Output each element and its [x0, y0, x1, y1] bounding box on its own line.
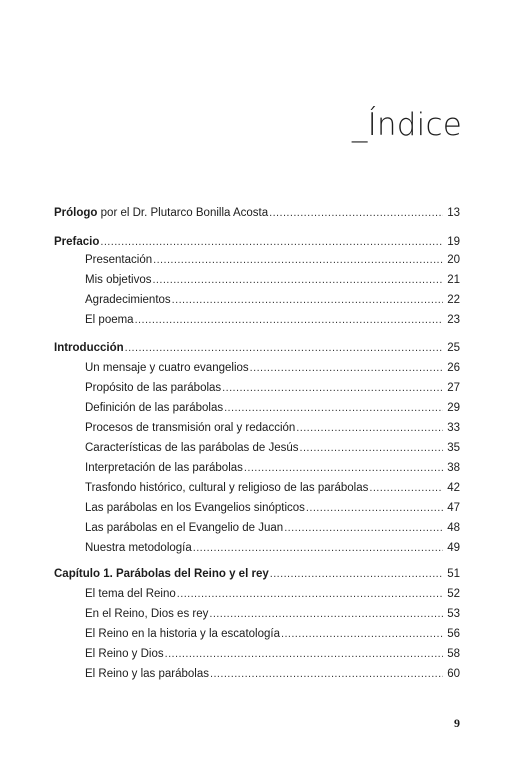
- dot-leader: [193, 541, 443, 555]
- toc-entry-text: Definición de las parábolas: [85, 402, 224, 414]
- toc-entry-label: [54, 567, 270, 581]
- toc-entry: [85, 481, 460, 495]
- toc-entry-label: [54, 341, 125, 355]
- toc-entry-text: Procesos de transmisión oral y redacción: [85, 422, 296, 434]
- toc-entry-bold-label: Prólogo: [54, 207, 98, 219]
- dot-leader: [125, 341, 443, 355]
- toc-entry: [85, 667, 460, 681]
- dot-leader: [222, 381, 443, 395]
- toc-entry-page: 19: [447, 236, 460, 248]
- toc-entry-page: 21: [447, 274, 460, 286]
- dot-leader: [165, 647, 443, 661]
- toc-entry: [54, 235, 460, 249]
- toc-entry-text: El poema: [85, 314, 134, 326]
- toc-entry-page: 35: [447, 442, 460, 454]
- dot-leader: [244, 461, 443, 475]
- toc-entry-text: Un mensaje y cuatro evangelios: [85, 362, 249, 374]
- toc-entry-label: [85, 627, 281, 641]
- toc-entry-page: 20: [447, 254, 460, 266]
- toc-entry-page: 23: [447, 314, 460, 326]
- dot-leader: [369, 481, 443, 495]
- toc-entry-text: Las parábolas en el Evangelio de Juan: [85, 522, 284, 534]
- toc-entry-text: El Reino en la historia y la escatología: [85, 628, 280, 640]
- toc-entry-label: [85, 501, 306, 515]
- dot-leader: [177, 587, 443, 601]
- toc-entry-label: [85, 541, 193, 555]
- toc-entry-label: [85, 441, 300, 455]
- toc-entry-bold-label: Introducción: [54, 342, 124, 354]
- toc-entry-text: Características de las parábolas de Jesús: [85, 442, 299, 454]
- toc-entry-label: [54, 235, 100, 249]
- dot-leader: [100, 235, 443, 249]
- toc-entry: [85, 587, 460, 601]
- toc-entry-text: Nuestra metodología: [85, 542, 192, 554]
- toc-entry: [54, 567, 460, 581]
- toc-entry: [85, 273, 460, 287]
- toc-entry: [85, 501, 460, 515]
- toc-entry-page: 48: [447, 522, 460, 534]
- toc-entry-label: [85, 607, 209, 621]
- toc-entry: [85, 361, 460, 375]
- page-number: 9: [454, 716, 460, 730]
- toc-entry: [85, 401, 460, 415]
- toc-entry: [85, 293, 460, 307]
- toc-entry-label: [54, 206, 269, 220]
- toc-entry-text: Propósito de las parábolas: [85, 382, 222, 394]
- dot-leader: [153, 253, 443, 267]
- toc-entry-page: 49: [447, 542, 460, 554]
- toc-entry-page: 58: [447, 648, 460, 660]
- toc-entry-text: Agradecimientos: [85, 294, 171, 306]
- dot-leader: [250, 361, 443, 375]
- toc-entry: [85, 627, 460, 641]
- toc-entry: [85, 607, 460, 621]
- dot-leader: [152, 273, 443, 287]
- toc-entry-text: El Reino y las parábolas: [85, 668, 210, 680]
- toc-entry-text: El Reino y Dios: [85, 648, 164, 660]
- dot-leader: [269, 206, 443, 220]
- toc-entry-page: 56: [447, 628, 460, 640]
- toc-entry-text: Interpretación de las parábolas: [85, 462, 243, 474]
- dot-leader: [281, 627, 443, 641]
- page-title: _Índice: [351, 107, 462, 143]
- toc-entry-text: El tema del Reino: [85, 588, 176, 600]
- toc-entry-text: En el Reino, Dios es rey: [85, 608, 209, 620]
- toc-entry-text: Presentación: [85, 254, 153, 266]
- dot-leader: [306, 501, 443, 515]
- toc-entry-label: [85, 253, 153, 267]
- toc-entry-label: [85, 293, 172, 307]
- toc-entry: [85, 541, 460, 555]
- toc-entry-label: [85, 521, 284, 535]
- toc-entry-page: 26: [447, 362, 460, 374]
- toc-entry-label: [85, 273, 152, 287]
- toc-entry-bold-label: Prefacio: [54, 236, 100, 248]
- toc-entry: [85, 313, 460, 327]
- toc-entry: [85, 461, 460, 475]
- dot-leader: [209, 607, 443, 621]
- toc-entry-label: [85, 587, 177, 601]
- toc-entry-text: Mis objetivos: [85, 274, 152, 286]
- toc-entry: [85, 381, 460, 395]
- toc-entry: [85, 647, 460, 661]
- dot-leader: [284, 521, 443, 535]
- toc-entry: [54, 206, 460, 220]
- toc-entry-page: 33: [447, 422, 460, 434]
- toc-entry-page: 13: [447, 207, 460, 219]
- toc-entry-page: 60: [447, 668, 460, 680]
- toc-entry-page: 47: [447, 502, 460, 514]
- toc-entry-label: [85, 481, 369, 495]
- toc-entry-page: 53: [447, 608, 460, 620]
- dot-leader: [172, 293, 443, 307]
- toc-entry-bold-label: Capítulo 1. Parábolas del Reino y el rey: [54, 568, 269, 580]
- dot-leader: [300, 441, 444, 455]
- toc-entry-page: 29: [447, 402, 460, 414]
- toc-entry-page: 27: [447, 382, 460, 394]
- toc-entry-page: 25: [447, 342, 460, 354]
- toc-entry: [54, 341, 460, 355]
- toc-entry-label: [85, 647, 165, 661]
- toc-entry-text: Trasfondo histórico, cultural y religioso de las parábolas: [85, 482, 369, 494]
- toc-entry-page: 38: [447, 462, 460, 474]
- dot-leader: [270, 567, 443, 581]
- toc-entry-label: [85, 361, 250, 375]
- toc-entry-page: 42: [447, 482, 460, 494]
- toc-entry-page: 51: [447, 568, 460, 580]
- toc-entry-text: Las parábolas en los Evangelios sinópticos: [85, 502, 305, 514]
- dot-leader: [135, 313, 443, 327]
- dot-leader: [224, 401, 443, 415]
- toc-entry-label: [85, 461, 244, 475]
- toc-entry-page: 52: [447, 588, 460, 600]
- toc-entry: [85, 441, 460, 455]
- toc-entry: [85, 521, 460, 535]
- toc-entry-text: por el Dr. Plutarco Bonilla Acosta: [97, 207, 269, 219]
- toc-entry: [85, 421, 460, 435]
- toc-entry-label: [85, 381, 222, 395]
- toc-entry-label: [85, 401, 224, 415]
- dot-leader: [210, 667, 443, 681]
- toc-entry-label: [85, 667, 210, 681]
- dot-leader: [296, 421, 443, 435]
- toc-entry: [85, 253, 460, 267]
- toc-entry-label: [85, 313, 135, 327]
- toc-entry-label: [85, 421, 296, 435]
- toc-entry-page: 22: [447, 294, 460, 306]
